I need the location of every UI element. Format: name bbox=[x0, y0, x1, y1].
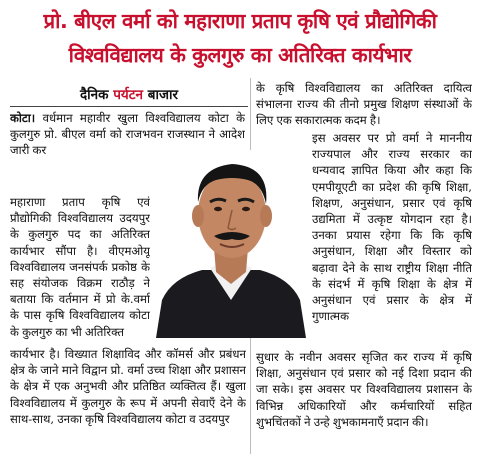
article-right-top: के कृषि विश्वविद्यालय का अतिरिक्त दायित्व संभालना राज्य की तीनो प्रमुख शिक्षण संस्थाओं के लिए एक सकारात्मक कदम है। bbox=[256, 81, 472, 128]
masthead-dainik: दैनिक bbox=[80, 87, 109, 103]
headline bbox=[0, 0, 480, 84]
masthead-paryatan: पर्यटन bbox=[113, 87, 144, 103]
article-right-mid: इस अवसर पर प्रो वर्मा ने माननीय राज्यपाल और राज्य सरकार का धन्यवाद ज्ञापित किया और कहा कि एमपीयूएटी का प्रदेश की कृषि शिक्षा, शिक्षण, अनुसंधान, प्रसार एवं कृषि उद्यमिता में उत्कृष्ट योगदान रहा है। उनका प्रयास रहेगा कि कि कृषि अनुसंधान, शिक्षा और विस्तार को बढ़ावा देने के साथ राष्ट्रीय शिक्षा नीति के संदर्भ में कृषि शिक्षा के क्षेत्र में अनुसंधान एवं प्रसार के क्षेत्र में गुणात्मक bbox=[312, 131, 472, 324]
article-left-top-text: वर्धमान महावीर खुला विश्वविद्यालय कोटा के कुलगुरु प्रो. बीएल वर्मा को राजभवन राजस्थान ने आदेश जारी कर bbox=[10, 111, 245, 158]
headline-line-2: विश्वविद्यालय के कुलगुरु का अतिरिक्त कार्यभार bbox=[68, 43, 412, 67]
article-dateline: कोटा। bbox=[10, 111, 36, 125]
article-right-bottom: सुधार के नवीन अवसर सृजित कर राज्य में कृषि शिक्षा, अनुसंधान एवं प्रसार को नई दिशा प्रदान की जा सके। इस अवसर पर विश्वविद्यालय प्रशासन के विभिन्न अधिकारियों और कर्मचारियों सहित शुभचिंतकों ने उन्हे शुभकामनाएँ प्रदान की। bbox=[256, 350, 472, 429]
portrait-photo bbox=[152, 150, 310, 338]
headline-line-1: प्रो. बीएल वर्मा को महाराणा प्रताप कृषि एवं प्रौद्योगिकी bbox=[43, 9, 437, 33]
masthead-bazar: बाजार bbox=[147, 87, 178, 103]
newspaper-masthead bbox=[10, 84, 248, 106]
article-left-mid: महाराणा प्रताप कृषि एवं प्रौद्योगिकी विश्वविद्यालय उदयपुर के कुलगुरु पद का अतिरिक्त कार्यभार सौंपा है। वीएमओयू विश्वविद्यालय जनसंपर्क प्रकोष्ठ के सह संयोजक विक्रम राठौड़ ने बताया कि वर्तमान में प्रो के.वर्मा के पास कृषि विश्वविद्यालय कोटा के कुलगुरु का भी अतिरिक्त bbox=[10, 195, 150, 339]
portrait-image bbox=[152, 150, 310, 338]
masthead-rule bbox=[10, 106, 248, 107]
article-bottom-left: कार्यभार है। विख्यात शिक्षाविद और कॉमर्स और प्रबंधन क्षेत्र के जाने माने विद्वान प्रो. वर्मा उच्च शिक्षा और प्रशासन के क्षेत्र में एक अनुभवी और प्रतिष्ठित व्यक्तित्व हैं। खुला विश्वविद्यालय में कुलगुरु के रूप में अपनी सेवाएँ देने के साथ-साथ, उनका कृषि विश्वविद्यालय कोटा व उदयपुर bbox=[10, 347, 246, 426]
